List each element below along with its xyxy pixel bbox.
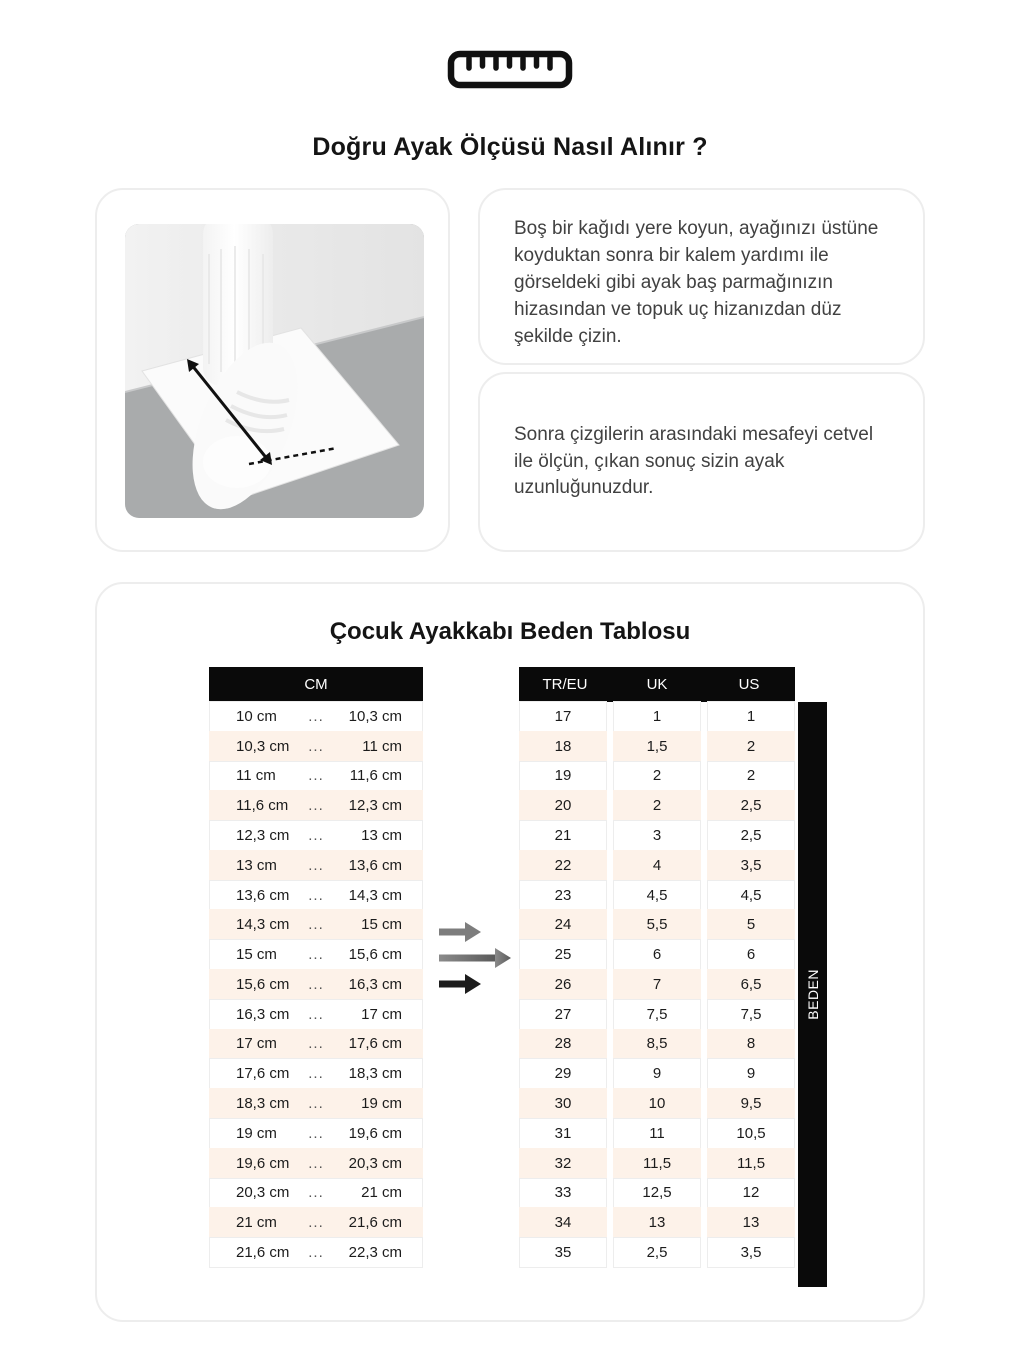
- ruler-icon: [0, 50, 1020, 90]
- cm-cell: 18,3 cm: [236, 1095, 290, 1113]
- size-cell: 27: [519, 999, 607, 1030]
- beden-label: BEDEN: [804, 969, 821, 1020]
- cm-cell: ...: [308, 1124, 324, 1142]
- beden-side-bar: [798, 702, 827, 1287]
- size-cell: 11,5: [707, 1148, 795, 1179]
- size-cell: 30: [519, 1088, 607, 1119]
- cm-cell: 11 cm: [236, 767, 276, 785]
- size-cell: 2: [707, 761, 795, 792]
- size-table-card: [95, 582, 925, 1322]
- size-cell: 35: [519, 1237, 607, 1268]
- size-cell: 3: [613, 820, 701, 851]
- cm-table-row: [209, 701, 423, 732]
- size-table-row: [519, 999, 795, 1030]
- cm-table-row: [209, 1148, 423, 1179]
- size-cell: 8,5: [613, 1029, 701, 1060]
- size-cell: 6: [707, 939, 795, 970]
- size-table-row: [519, 969, 795, 1000]
- size-cell: 2,5: [707, 820, 795, 851]
- size-column-header: US: [738, 676, 760, 693]
- size-cell: 11: [613, 1118, 701, 1149]
- cm-cell: ...: [308, 827, 324, 845]
- cm-table-row: [209, 1088, 423, 1119]
- cm-table-row: [209, 1058, 423, 1089]
- size-cell: 2: [613, 761, 701, 792]
- cm-cell: ...: [308, 1005, 324, 1023]
- instruction-step-1: Boş bir kağıdı yere koyun, ayağınızı üstüne koyduktan sonra bir kalem yardımı ile görseldeki gibi ayak baş parmağınızın hizasından ve topuk uç hizanızdan düz şekilde çizin.: [514, 218, 879, 347]
- cm-cell: ...: [308, 737, 324, 755]
- size-cell: 32: [519, 1148, 607, 1179]
- size-cell: 9: [613, 1058, 701, 1089]
- size-cell: 21: [519, 820, 607, 851]
- cm-table-row: [209, 850, 423, 881]
- size-table-row: [519, 820, 795, 851]
- cm-cell: 12,3 cm: [236, 827, 290, 845]
- cm-cell: ...: [308, 886, 324, 904]
- cm-table-row: [209, 880, 423, 911]
- page-title: Doğru Ayak Ölçüsü Nasıl Alınır ?: [312, 132, 708, 161]
- cm-cell: ...: [308, 707, 324, 725]
- size-table-body: [519, 701, 795, 1268]
- size-table-row: [519, 1029, 795, 1060]
- size-cell: 25: [519, 939, 607, 970]
- cm-cell: 19,6 cm: [348, 1124, 402, 1142]
- cm-cell: ...: [308, 1095, 324, 1113]
- instruction-card-2: [478, 372, 925, 552]
- size-table-row: [519, 850, 795, 881]
- size-cell: 4,5: [613, 880, 701, 911]
- cm-table-row: [209, 790, 423, 821]
- size-cell: 4,5: [707, 880, 795, 911]
- size-table-title: Çocuk Ayakkabı Beden Tablosu: [329, 618, 691, 645]
- cm-cell: 15 cm: [361, 916, 402, 934]
- cm-cell: 15 cm: [236, 946, 277, 964]
- cm-cell: 11,6 cm: [349, 767, 402, 785]
- cm-cell: 13 cm: [236, 856, 277, 874]
- size-cell: 23: [519, 880, 607, 911]
- cm-cell: 13 cm: [361, 827, 402, 845]
- size-table-row: [519, 1088, 795, 1119]
- size-cell: 29: [519, 1058, 607, 1089]
- cm-table-row: [209, 820, 423, 851]
- size-table-row: [519, 701, 795, 732]
- cm-table-header: CM: [209, 667, 423, 702]
- size-cell: 31: [519, 1118, 607, 1149]
- cm-cell: 10 cm: [236, 707, 277, 725]
- size-cell: 4: [613, 850, 701, 881]
- cm-cell: 18,3 cm: [348, 1065, 402, 1083]
- cm-cell: 17,6 cm: [348, 1035, 402, 1053]
- size-cell: 8: [707, 1029, 795, 1060]
- size-cell: 1: [707, 701, 795, 732]
- size-column-header: TR/EU: [542, 676, 588, 693]
- cm-cell: ...: [308, 946, 324, 964]
- size-table-row: [519, 1207, 795, 1238]
- size-cell: 10,5: [707, 1118, 795, 1149]
- cm-cell: 19 cm: [361, 1095, 402, 1113]
- cm-cell: 15,6 cm: [236, 975, 290, 993]
- cm-cell: 11 cm: [362, 737, 402, 755]
- size-cell: 28: [519, 1029, 607, 1060]
- size-cell: 17: [519, 701, 607, 732]
- cm-cell: ...: [308, 856, 324, 874]
- cm-table-row: [209, 969, 423, 1000]
- size-cell: 7: [613, 969, 701, 1000]
- international-size-table: [519, 667, 795, 1268]
- cm-cell: 16,3 cm: [236, 1005, 290, 1023]
- cm-table-row: [209, 999, 423, 1030]
- cm-table-row: [209, 1237, 423, 1268]
- cm-cell: 21 cm: [361, 1184, 402, 1202]
- size-cell: 34: [519, 1207, 607, 1238]
- size-table-row: [519, 880, 795, 911]
- size-table-row: [519, 1058, 795, 1089]
- cm-cell: ...: [308, 1243, 324, 1261]
- measurement-photo-card: [95, 188, 450, 552]
- size-cell: 7,5: [613, 999, 701, 1030]
- size-table-row: [519, 731, 795, 762]
- cm-cell: 12,3 cm: [348, 797, 402, 815]
- cm-table-row: [209, 1029, 423, 1060]
- size-cell: 10: [613, 1088, 701, 1119]
- size-cell: 19: [519, 761, 607, 792]
- size-cell: 11,5: [613, 1148, 701, 1179]
- size-cell: 6: [613, 939, 701, 970]
- size-cell: 6,5: [707, 969, 795, 1000]
- size-table-row: [519, 909, 795, 940]
- cm-cell: ...: [308, 1184, 324, 1202]
- cm-cell: 17 cm: [236, 1035, 277, 1053]
- size-cell: 7,5: [707, 999, 795, 1030]
- cm-cell: ...: [308, 1065, 324, 1083]
- size-cell: 2,5: [707, 790, 795, 821]
- cm-table-row: [209, 939, 423, 970]
- cm-table-row: [209, 1178, 423, 1209]
- size-cell: 9: [707, 1058, 795, 1089]
- cm-cell: 21,6 cm: [236, 1243, 290, 1261]
- size-cell: 5: [707, 909, 795, 940]
- size-table-row: [519, 761, 795, 792]
- size-cell: 2,5: [613, 1237, 701, 1268]
- size-cell: 12: [707, 1178, 795, 1209]
- cm-cell: ...: [308, 1214, 324, 1232]
- size-column-header: UK: [646, 676, 668, 693]
- cm-cell: 14,3 cm: [348, 886, 402, 904]
- size-cell: 18: [519, 731, 607, 762]
- cm-table-body: [209, 701, 423, 1268]
- cm-cell: 16,3 cm: [348, 975, 402, 993]
- cm-cell: ...: [308, 767, 324, 785]
- size-cell: 22: [519, 850, 607, 881]
- cm-table-row: [209, 1118, 423, 1149]
- size-cell: 3,5: [707, 1237, 795, 1268]
- size-table-row: [519, 1148, 795, 1179]
- size-cell: 1,5: [613, 731, 701, 762]
- cm-cell: 13,6 cm: [236, 886, 290, 904]
- cm-cell: 10,3 cm: [236, 737, 290, 755]
- size-cell: 2: [613, 790, 701, 821]
- size-cell: 26: [519, 969, 607, 1000]
- cm-cell: ...: [308, 797, 324, 815]
- cm-cell: 19,6 cm: [236, 1154, 290, 1172]
- cm-cell: ...: [308, 975, 324, 993]
- cm-cell: 17 cm: [361, 1005, 402, 1023]
- size-cell: 24: [519, 909, 607, 940]
- size-cell: 13: [613, 1207, 701, 1238]
- cm-cell: ...: [308, 916, 324, 934]
- size-cell: 20: [519, 790, 607, 821]
- size-cell: 9,5: [707, 1088, 795, 1119]
- cm-cell: 19 cm: [236, 1124, 277, 1142]
- cm-cell: 10,3 cm: [348, 707, 402, 725]
- size-cell: 3,5: [707, 850, 795, 881]
- cm-table-row: [209, 731, 423, 762]
- size-table-row: [519, 1178, 795, 1209]
- size-cell: 1: [613, 701, 701, 732]
- cm-table-row: [209, 761, 423, 792]
- size-table-row: [519, 1237, 795, 1268]
- cm-table: [209, 667, 423, 1268]
- cm-cell: 22,3 cm: [348, 1243, 402, 1261]
- foot-measurement-photo: [125, 224, 424, 518]
- cm-cell: ...: [308, 1035, 324, 1053]
- cm-table-row: [209, 1207, 423, 1238]
- cm-cell: 15,6 cm: [348, 946, 402, 964]
- size-table-row: [519, 1118, 795, 1149]
- size-table-row: [519, 790, 795, 821]
- size-cell: 13: [707, 1207, 795, 1238]
- size-cell: 5,5: [613, 909, 701, 940]
- arrows-right-icon: [437, 917, 513, 1004]
- cm-cell: 20,3 cm: [348, 1154, 402, 1172]
- cm-cell: 21 cm: [236, 1214, 277, 1232]
- cm-cell: 17,6 cm: [236, 1065, 290, 1083]
- instruction-card-1: [478, 188, 925, 365]
- cm-cell: 14,3 cm: [236, 916, 290, 934]
- size-cell: 33: [519, 1178, 607, 1209]
- cm-cell: 11,6 cm: [236, 797, 289, 815]
- cm-table-row: [209, 909, 423, 940]
- cm-cell: 21,6 cm: [348, 1214, 402, 1232]
- size-cell: 2: [707, 731, 795, 762]
- cm-cell: 13,6 cm: [348, 856, 402, 874]
- size-cell: 12,5: [613, 1178, 701, 1209]
- cm-cell: 20,3 cm: [236, 1184, 290, 1202]
- cm-cell: ...: [308, 1154, 324, 1172]
- instruction-step-2: Sonra çizgilerin arasındaki mesafeyi cetvel ile ölçün, çıkan sonuç sizin ayak uzunluğunuzdur.: [514, 423, 874, 499]
- size-table-header-row: [519, 667, 795, 702]
- size-table-row: [519, 939, 795, 970]
